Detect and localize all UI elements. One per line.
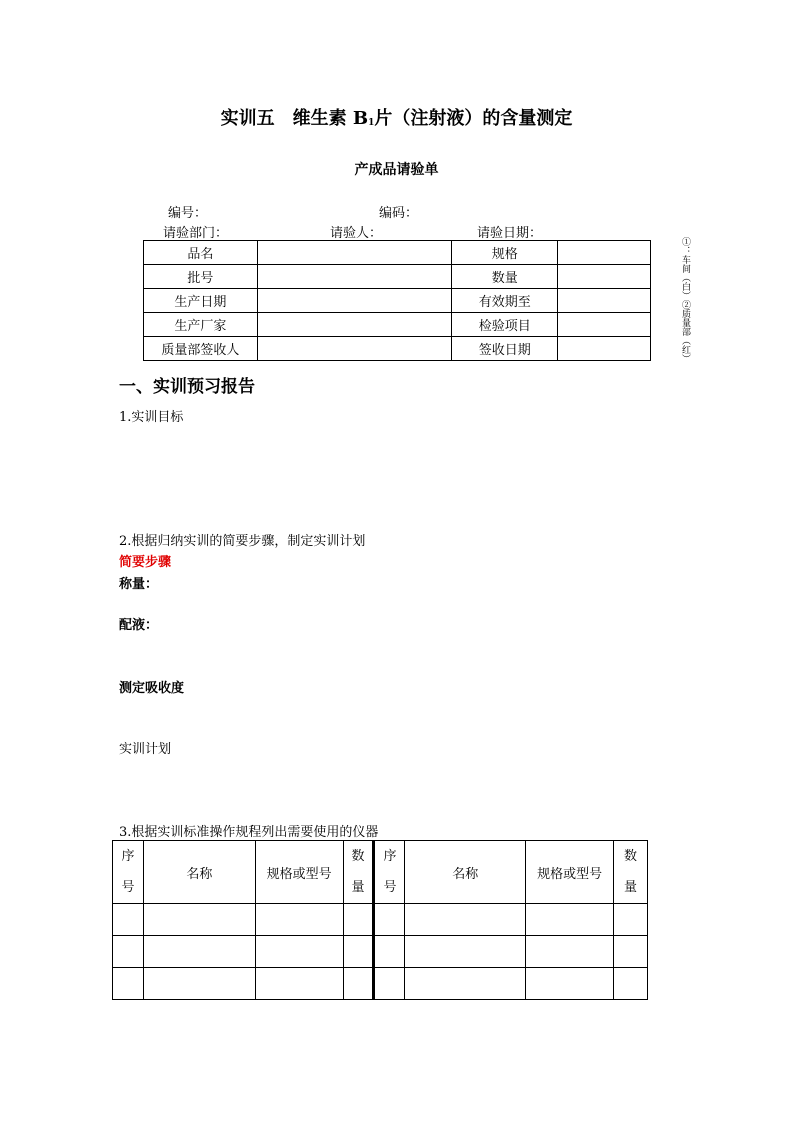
copy-distribution-note: ①：车间（白）②质量部（红） <box>680 237 690 363</box>
row-value <box>257 265 452 289</box>
table-row <box>113 904 648 936</box>
table-row <box>144 265 651 289</box>
seq-header: 序 号 <box>374 841 405 904</box>
absorbance-label: 测定吸收度 <box>119 681 185 696</box>
row-value <box>257 337 452 361</box>
table-row <box>113 936 648 968</box>
section-heading: 一、实训预习报告 <box>119 377 255 397</box>
instruments-heading: 3.根据实训标准操作规程列出需要使用的仪器 <box>119 825 379 840</box>
table-row <box>144 337 651 361</box>
steps-label: 简要步骤 <box>119 555 172 570</box>
row-label: 生产厂家 <box>144 313 258 337</box>
table-row <box>144 313 651 337</box>
table-header-row <box>113 841 648 904</box>
row-label: 有效期至 <box>452 289 558 313</box>
row-value <box>558 241 651 265</box>
dept-label: 请验部门： <box>163 226 229 241</box>
name-header: 名称 <box>143 841 255 904</box>
qty-header: 数 量 <box>343 841 374 904</box>
page-title: 实训五 维生素 $B_1$片（注射液）的含量测定 <box>220 108 573 129</box>
name-header: 名称 <box>405 841 526 904</box>
date-label: 请验日期： <box>477 226 543 241</box>
seq-header: 序 号 <box>113 841 144 904</box>
plan-label: 实训计划 <box>119 742 172 757</box>
table-row <box>113 968 648 1000</box>
qty-header: 数 量 <box>613 841 647 904</box>
row-value <box>558 265 651 289</box>
row-label: 生产日期 <box>144 289 258 313</box>
code-label: 编码： <box>379 206 419 221</box>
person-label: 请验人： <box>330 226 383 241</box>
plan-heading: 2.根据归纳实训的简要步骤，制定实训计划 <box>119 534 366 549</box>
request-table <box>143 240 651 361</box>
spec-header: 规格或型号 <box>255 841 343 904</box>
row-value <box>257 289 452 313</box>
row-value <box>558 289 651 313</box>
weigh-label: 称量： <box>119 577 159 592</box>
row-label: 批号 <box>144 265 258 289</box>
prepare-label: 配液： <box>119 618 159 633</box>
row-label: 品名 <box>144 241 258 265</box>
row-label: 规格 <box>452 241 558 265</box>
spec-header: 规格或型号 <box>526 841 614 904</box>
row-value <box>257 241 452 265</box>
form-title: 产成品请验单 <box>354 162 439 178</box>
row-label: 质量部签收人 <box>144 337 258 361</box>
table-row <box>144 241 651 265</box>
row-value <box>558 337 651 361</box>
row-label: 数量 <box>452 265 558 289</box>
goal-heading: 1.实训目标 <box>119 410 184 425</box>
row-value <box>257 313 452 337</box>
row-label: 签收日期 <box>452 337 558 361</box>
row-value <box>558 313 651 337</box>
instrument-table <box>112 840 648 1000</box>
serial-label: 编号： <box>168 206 208 221</box>
table-row <box>144 289 651 313</box>
row-label: 检验项目 <box>452 313 558 337</box>
